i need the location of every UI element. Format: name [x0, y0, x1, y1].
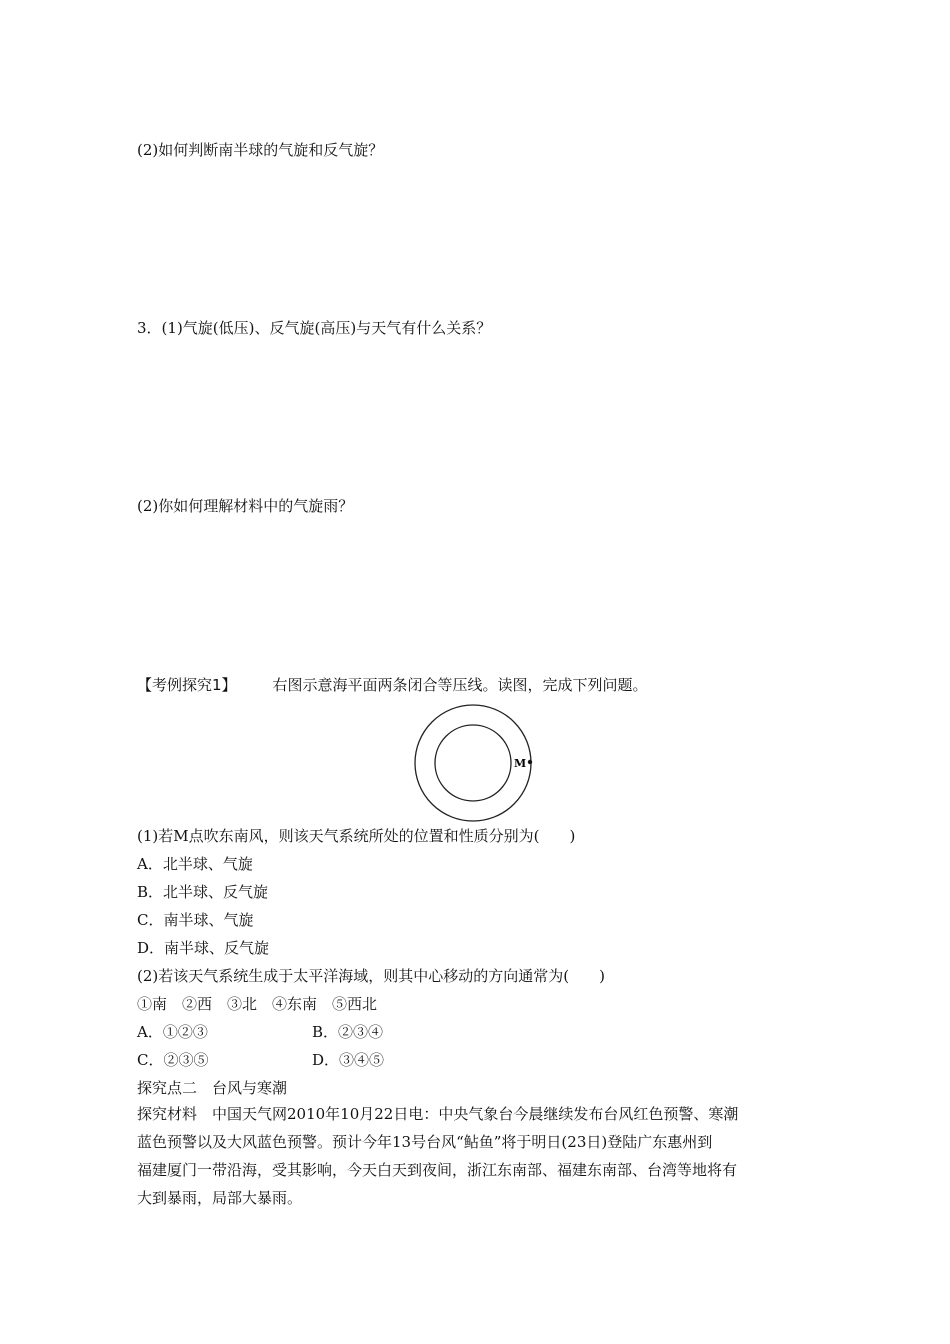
- section-2-material: [137, 1100, 817, 1212]
- sub2-option-a: A．①②③: [137, 1023, 208, 1041]
- inner-isobar: [435, 725, 511, 801]
- sub2-option-c: C．②③⑤: [137, 1051, 209, 1069]
- sub-question-2-stem: (2)若该天气系统生成于太平洋海域，则其中心移动的方向通常为( ): [137, 967, 605, 985]
- sub1-option-d: D．南半球、反气旋: [137, 939, 270, 957]
- example-intro-line: [137, 675, 648, 695]
- sub1-option-c: C．南半球、气旋: [137, 911, 254, 929]
- example-heading: 【考例探究1】: [137, 676, 237, 694]
- example-intro: 右图示意海平面两条闭合等压线。读图，完成下列问题。: [272, 676, 648, 694]
- question-3-part-2: (2)你如何理解材料中的气旋雨？: [137, 497, 354, 515]
- material-line: 探究材料 中国天气网2010年10月22日电：中央气象台今晨继续发布台风红色预警、寒潮: [137, 1105, 739, 1123]
- sub2-option-d: D．③④⑤: [312, 1051, 385, 1069]
- sub-question-1-stem: (1)若M点吹东南风，则该天气系统所处的位置和性质分别为( ): [137, 827, 576, 845]
- point-m-label: M: [514, 757, 527, 770]
- point-m-dot: [528, 760, 532, 764]
- sub2-choices: ①南 ②西 ③北 ④东南 ⑤西北: [137, 995, 378, 1013]
- material-line: 蓝色预警以及大风蓝色预警。预计今年13号台风“鲇鱼”将于明日(23日)登陆广东惠州到: [137, 1133, 713, 1151]
- question-south-hemisphere: (2)如何判断南半球的气旋和反气旋？: [137, 141, 384, 159]
- sub1-option-a: A．北半球、气旋: [137, 855, 253, 873]
- isobar-figure: [410, 700, 540, 830]
- sub1-option-b: B．北半球、反气旋: [137, 883, 269, 901]
- material-line: 大到暴雨，局部大暴雨。: [137, 1189, 303, 1207]
- question-3-part-1: 3．(1)气旋(低压)、反气旋(高压)与天气有什么关系？: [137, 319, 492, 337]
- sub2-option-b: B．②③④: [312, 1023, 384, 1041]
- section-2-title: 探究点二 台风与寒潮: [137, 1079, 288, 1097]
- material-line: 福建厦门一带沿海，受其影响，今天白天到夜间，浙江东南部、福建东南部、台湾等地将有: [137, 1161, 738, 1179]
